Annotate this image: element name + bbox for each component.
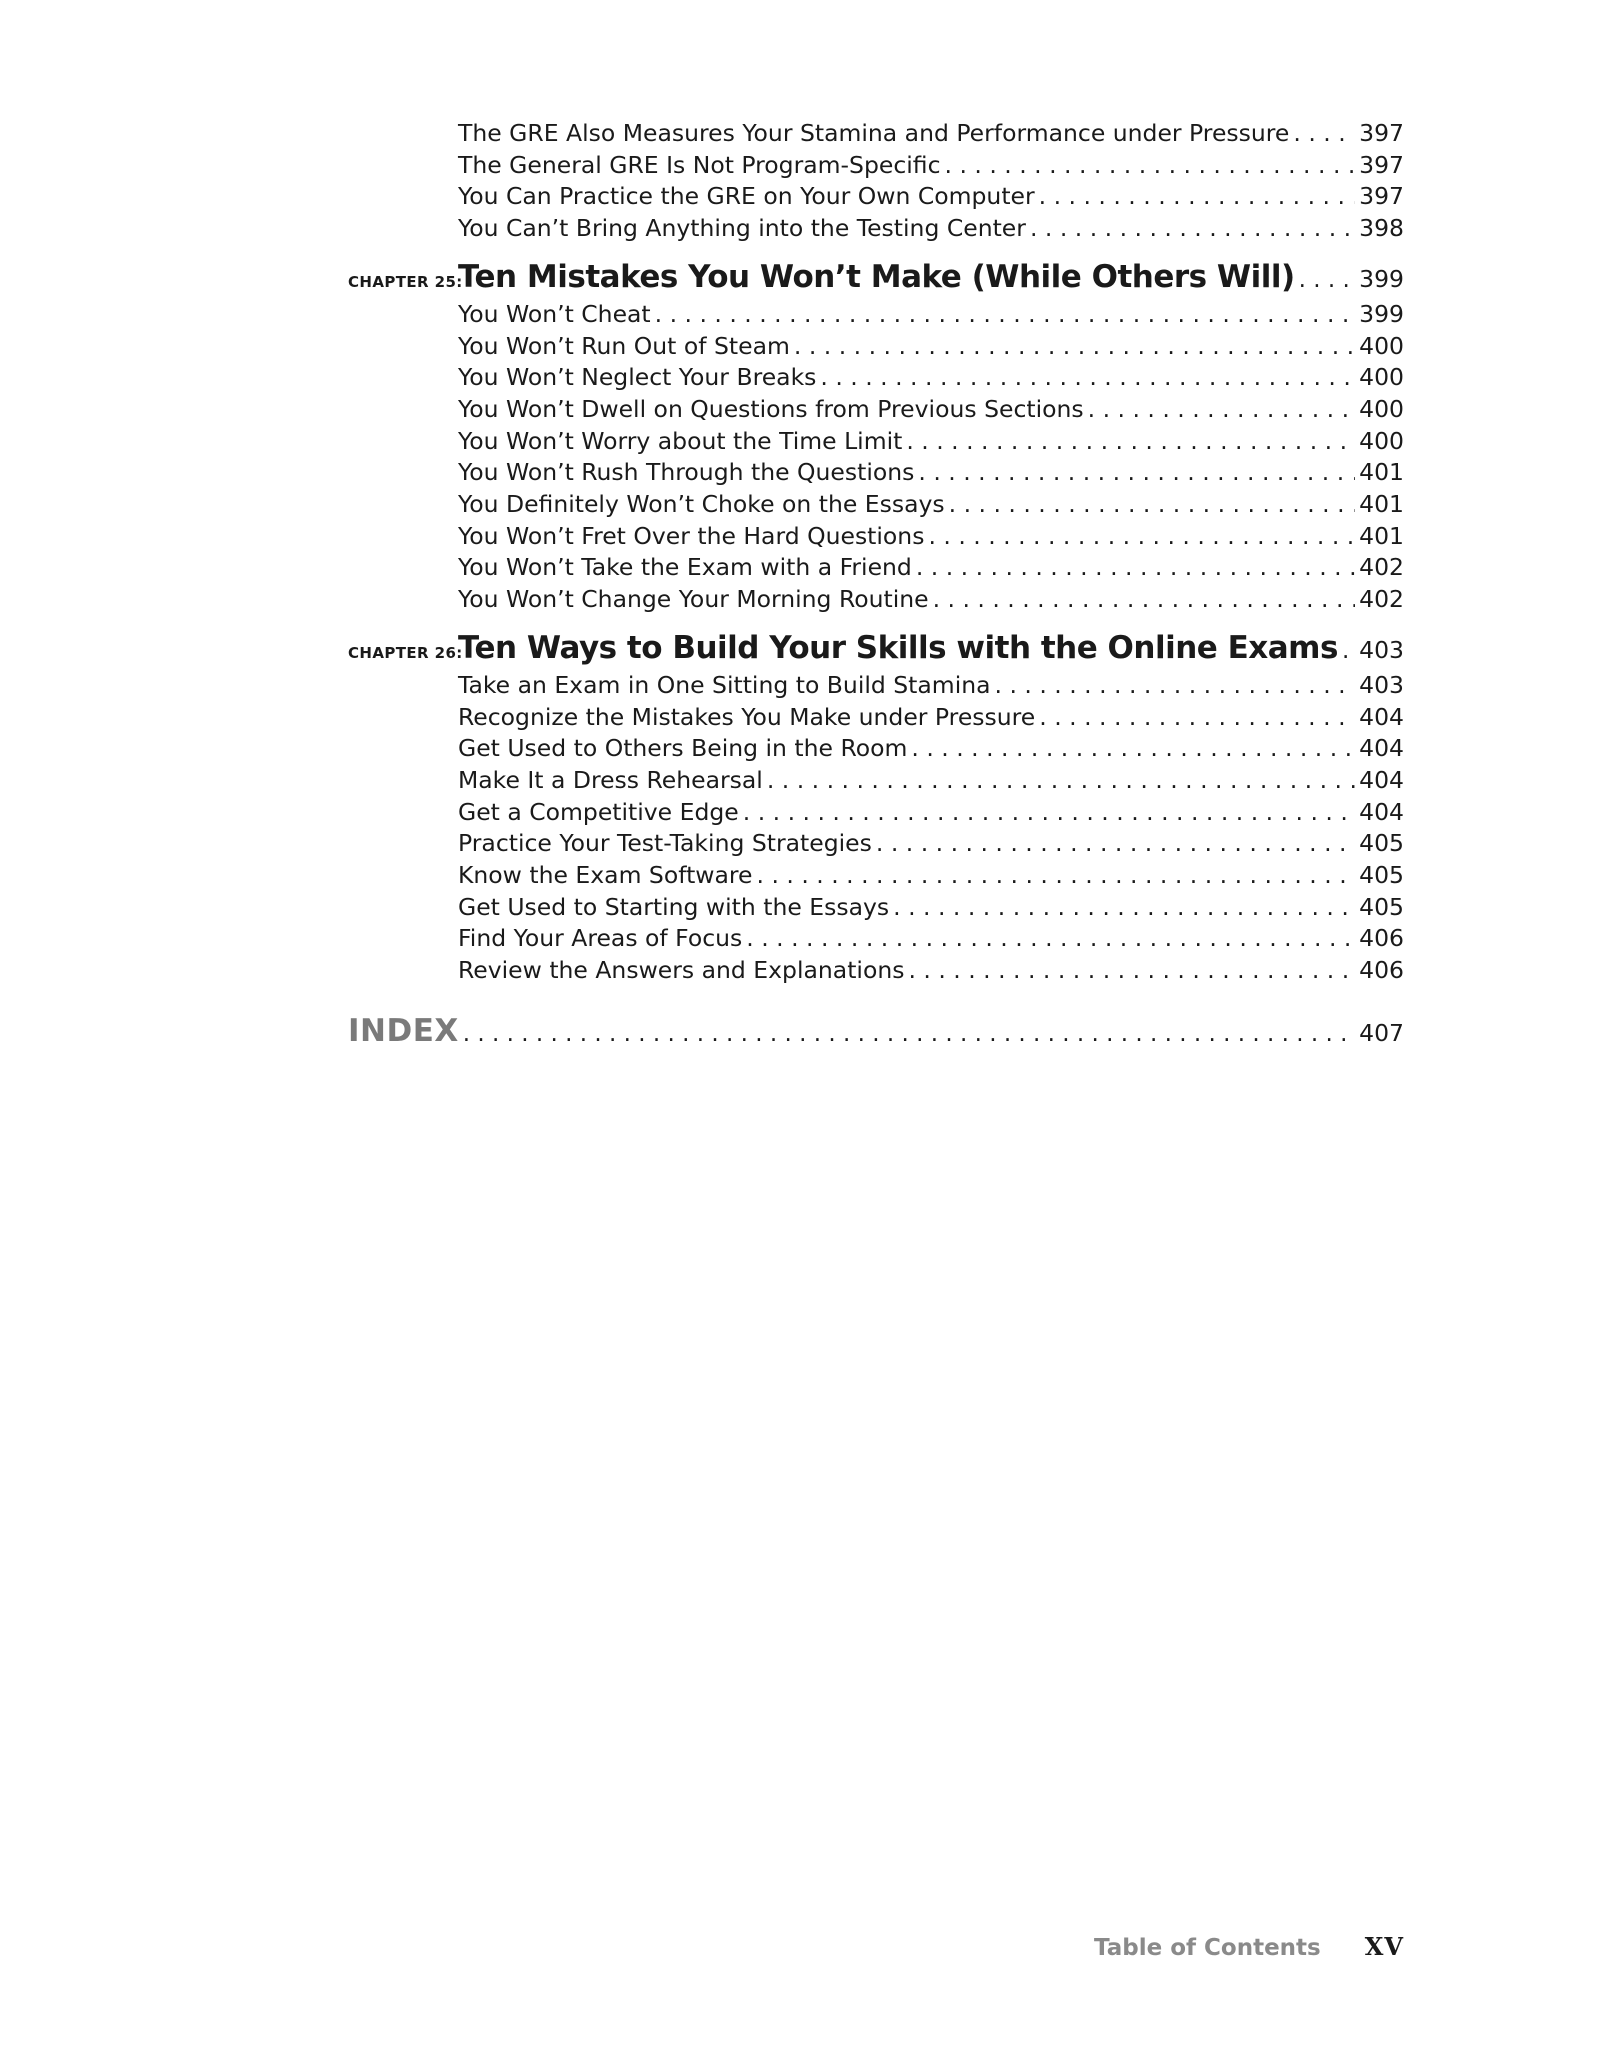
- toc-entry-title: You Won’t Fret Over the Hard Questions: [458, 521, 925, 550]
- toc-entry-title: Take an Exam in One Sitting to Build Stamina: [458, 670, 991, 699]
- toc-entry-title: You Won’t Change Your Morning Routine: [458, 585, 929, 614]
- toc-entry-title: You Can’t Bring Anything into the Testing Center: [458, 214, 1026, 243]
- toc-entry-page: 406: [1359, 924, 1404, 953]
- toc-entry[interactable]: [348, 150, 1404, 182]
- dot-leader: [757, 860, 1356, 892]
- dot-leader: [463, 1021, 1355, 1047]
- dot-leader: [1039, 181, 1355, 213]
- toc-entry[interactable]: [348, 118, 1404, 150]
- toc-entry-page: 397: [1359, 182, 1404, 211]
- toc-entry-title: You Definitely Won’t Choke on the Essays: [458, 490, 945, 519]
- toc-entry-page: 400: [1359, 394, 1404, 423]
- toc-entry-page: 403: [1359, 670, 1404, 699]
- toc-entry[interactable]: [348, 765, 1404, 797]
- toc-entry-page: 404: [1359, 734, 1404, 763]
- toc-entry[interactable]: [348, 584, 1404, 616]
- dot-leader: [876, 828, 1355, 860]
- toc-entry-page: 402: [1359, 585, 1404, 614]
- toc-entry-title: Practice Your Test-Taking Strategies: [458, 829, 872, 858]
- toc-entry[interactable]: [348, 892, 1404, 924]
- toc-entry-page: 405: [1359, 892, 1404, 921]
- toc-entry[interactable]: [348, 860, 1404, 892]
- toc-entry-title: The GRE Also Measures Your Stamina and Performance under Pressure: [458, 119, 1290, 147]
- toc-entry[interactable]: [348, 299, 1404, 331]
- toc-entry[interactable]: [348, 394, 1404, 426]
- toc-entry[interactable]: [348, 828, 1404, 860]
- chapter-label: CHAPTER 26:: [348, 643, 463, 662]
- dot-leader: [1299, 267, 1355, 293]
- chapter-label: CHAPTER 25:: [348, 272, 463, 291]
- dot-leader: [794, 331, 1355, 363]
- dot-leader: [767, 765, 1355, 797]
- dot-leader: [911, 733, 1355, 765]
- toc-entry[interactable]: [348, 955, 1404, 987]
- dot-leader: [1030, 213, 1355, 245]
- toc-entry[interactable]: [348, 331, 1404, 363]
- toc-entry-title: Recognize the Mistakes You Make under Pressure: [458, 702, 1036, 731]
- dot-leader: [995, 670, 1356, 702]
- dot-leader: [949, 489, 1355, 521]
- toc-entry[interactable]: [348, 670, 1404, 702]
- toc-entry[interactable]: [348, 489, 1404, 521]
- page-footer: [1094, 1932, 1404, 1961]
- dot-leader: [820, 362, 1355, 394]
- toc-entry-page: 405: [1359, 861, 1404, 890]
- chapter-page: 403: [1359, 635, 1404, 664]
- toc-entry-page: 406: [1359, 956, 1404, 985]
- toc-entry-title: You Won’t Dwell on Questions from Previous Sections: [458, 394, 1084, 423]
- toc-entry-title: You Can Practice the GRE on Your Own Computer: [458, 182, 1035, 211]
- chapter-page: 399: [1359, 264, 1404, 293]
- chapter-26-heading[interactable]: [348, 630, 1404, 666]
- toc-entry-title: You Won’t Rush Through the Questions: [458, 458, 915, 487]
- toc-entry[interactable]: [348, 733, 1404, 765]
- toc-entry-title: You Won’t Take the Exam with a Friend: [458, 553, 912, 582]
- chapter-title: Ten Ways to Build Your Skills with the Online Exams: [458, 629, 1338, 666]
- table-of-contents: [348, 118, 1404, 1049]
- dot-leader: [908, 955, 1355, 987]
- index-page: 407: [1359, 1018, 1404, 1047]
- toc-entry-title: Get Used to Others Being in the Room: [458, 734, 908, 763]
- dot-leader: [1088, 394, 1356, 426]
- toc-entry-page: 405: [1359, 829, 1404, 858]
- toc-entry-page: 397: [1359, 119, 1404, 147]
- dot-leader: [743, 797, 1355, 829]
- toc-entry-title: Get Used to Starting with the Essays: [458, 892, 890, 921]
- toc-entry-page: 401: [1359, 458, 1404, 487]
- dot-leader: [906, 426, 1355, 458]
- toc-entry[interactable]: [348, 702, 1404, 734]
- toc-entry-page: 400: [1359, 426, 1404, 455]
- toc-entry-page: 398: [1359, 214, 1404, 243]
- toc-entry-title: Make It a Dress Rehearsal: [458, 765, 763, 794]
- toc-entry-page: 401: [1359, 490, 1404, 519]
- toc-entry-page: 401: [1359, 521, 1404, 550]
- toc-entry-page: 397: [1359, 150, 1404, 179]
- dot-leader: [1342, 638, 1355, 664]
- toc-entry-title: Find Your Areas of Focus: [458, 924, 743, 953]
- toc-entry[interactable]: [348, 362, 1404, 394]
- toc-entry-page: 404: [1359, 765, 1404, 794]
- toc-entry[interactable]: [348, 181, 1404, 213]
- dot-leader: [746, 923, 1355, 955]
- toc-entry[interactable]: [348, 521, 1404, 553]
- toc-entry-title: Review the Answers and Explanations: [458, 956, 905, 985]
- dot-leader: [655, 299, 1356, 331]
- toc-entry[interactable]: [348, 426, 1404, 458]
- dot-leader: [1039, 702, 1355, 734]
- dot-leader: [928, 521, 1355, 553]
- toc-entry[interactable]: [348, 923, 1404, 955]
- toc-entry-title: Know the Exam Software: [458, 861, 753, 890]
- chapter-title: Ten Mistakes You Won’t Make (While Others Will): [458, 258, 1295, 295]
- toc-entry-page: 404: [1359, 797, 1404, 826]
- toc-entry-title: Get a Competitive Edge: [458, 797, 739, 826]
- index-title: INDEX: [348, 1012, 459, 1049]
- toc-entry-page: 400: [1359, 363, 1404, 392]
- toc-entry-title: You Won’t Neglect Your Breaks: [458, 363, 817, 392]
- footer-page-number: XV: [1364, 1932, 1404, 1961]
- toc-entry-page: 402: [1359, 553, 1404, 582]
- footer-section-title: Table of Contents: [1094, 1935, 1321, 1961]
- dot-leader: [933, 584, 1356, 616]
- dot-leader: [945, 150, 1356, 182]
- toc-entry-title: You Won’t Worry about the Time Limit: [458, 426, 903, 455]
- toc-entry-page: 400: [1359, 331, 1404, 360]
- toc-entry-page: 399: [1359, 299, 1404, 328]
- toc-entry-page: 404: [1359, 702, 1404, 731]
- toc-entry[interactable]: [348, 797, 1404, 829]
- toc-entry[interactable]: [348, 457, 1404, 489]
- dot-leader: [918, 457, 1355, 489]
- dot-leader: [893, 892, 1355, 924]
- toc-entry[interactable]: [348, 552, 1404, 584]
- toc-entry-title: The General GRE Is Not Program-Specific: [458, 150, 941, 179]
- index-entry[interactable]: [348, 1013, 1404, 1049]
- dot-leader: [1293, 118, 1355, 150]
- toc-entry-title: You Won’t Run Out of Steam: [458, 331, 790, 360]
- dot-leader: [916, 552, 1355, 584]
- toc-entry-title: You Won’t Cheat: [458, 299, 651, 328]
- chapter-25-heading[interactable]: [348, 259, 1404, 295]
- toc-entry[interactable]: [348, 213, 1404, 245]
